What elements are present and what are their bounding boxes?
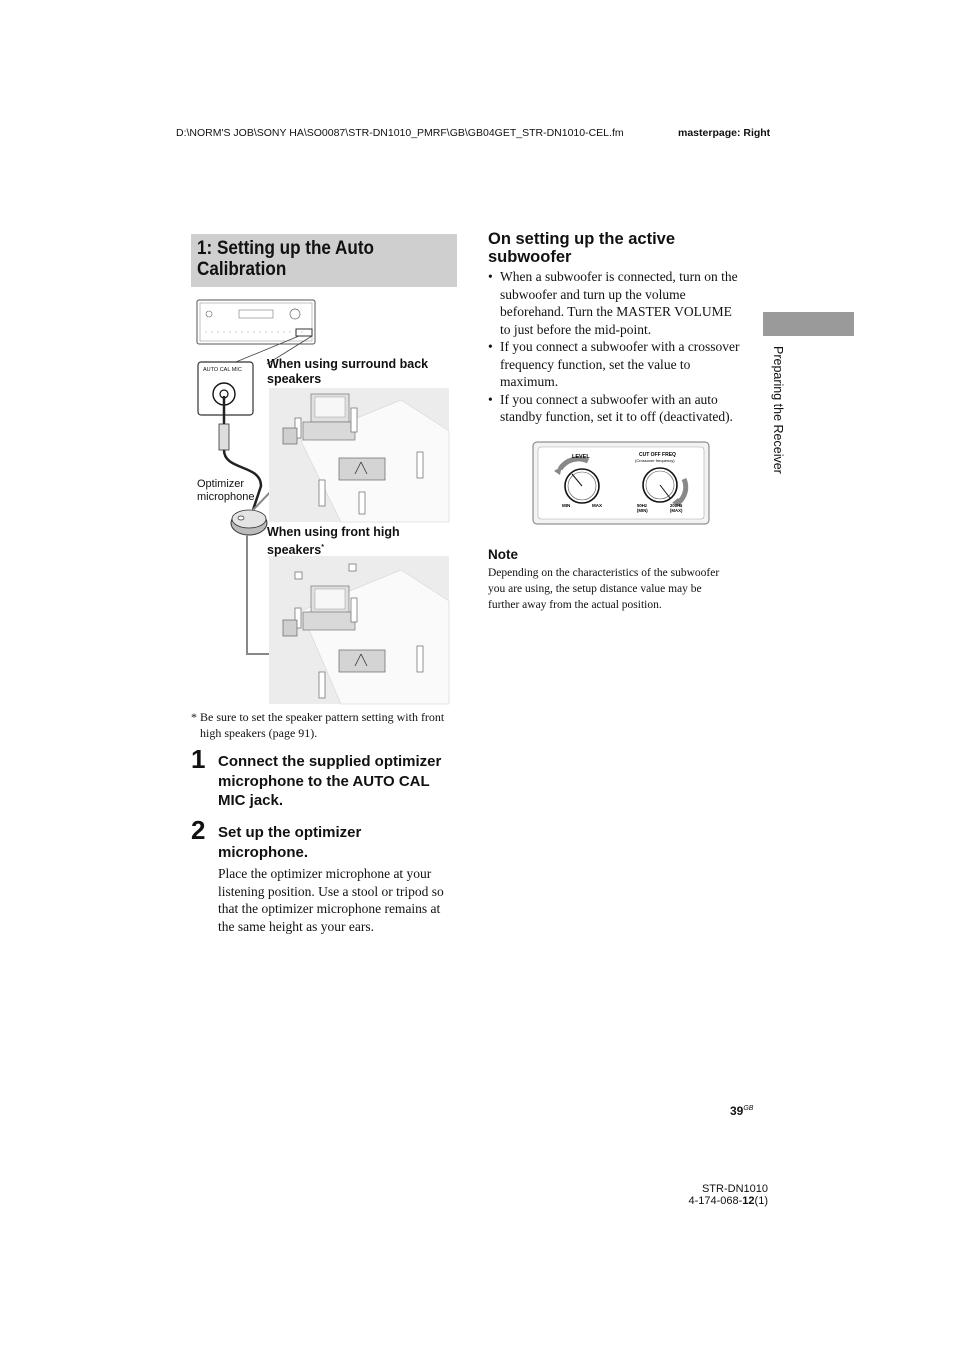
step-2-line1: Set up the optimizer bbox=[218, 824, 362, 841]
caption-surround-line1: When using surround back bbox=[267, 357, 429, 371]
model-code bbox=[650, 1183, 768, 1207]
bullet-mark: • bbox=[488, 269, 493, 284]
model-name: STR-DN1010 bbox=[701, 1183, 768, 1195]
footnote-line1: * Be sure to set the speaker pattern setting with front bbox=[191, 710, 445, 724]
bullet-mark: • bbox=[488, 339, 493, 354]
chapter-tab-text: Preparing the Receiver bbox=[771, 346, 785, 474]
page-number-suffix: GB bbox=[743, 1105, 754, 1112]
bullet-mark: • bbox=[488, 391, 493, 407]
level-label: LEVEL bbox=[572, 454, 590, 460]
caption-surround-back bbox=[267, 357, 457, 387]
cutoff-label: CUT OFF FREQ bbox=[639, 452, 676, 458]
caption-front-line1: When using front high bbox=[267, 525, 400, 539]
step-2-body bbox=[218, 865, 468, 935]
file-path-header: D:\NORM'S JOB\SONY HA\SO0087\STR-DN1010_PMRF\GB\GB04GET_STR-DN1010-CEL.fm bbox=[176, 127, 624, 139]
freq-max-2: (MAX) bbox=[670, 508, 683, 513]
chapter-tab-label bbox=[763, 346, 793, 516]
step-1-line3: MIC jack. bbox=[218, 792, 284, 809]
note-heading: Note bbox=[488, 547, 518, 562]
bullet-1-line4: to just before the mid-point. bbox=[500, 321, 652, 337]
section-title bbox=[191, 234, 457, 287]
auto-cal-mic-jack bbox=[198, 362, 253, 415]
bullet-2-line2: frequency function, set the value to bbox=[500, 356, 691, 372]
room-front-high-illustration bbox=[269, 556, 449, 704]
optimizer-microphone bbox=[231, 510, 267, 535]
mic-label-line1: Optimizer bbox=[197, 478, 245, 490]
freq-min-1: 50Hz bbox=[637, 503, 648, 508]
min-label: MIN bbox=[562, 503, 571, 508]
step-2-body-line2: listening position. Use a stool or tripod so bbox=[218, 883, 444, 899]
step-2-body-line1: Place the optimizer microphone at your bbox=[218, 866, 432, 881]
step-2-body-line4: the same height as your ears. bbox=[218, 918, 374, 934]
freq-max-1: 200Hz bbox=[670, 503, 683, 508]
bullet-1-line3: beforehand. Turn the MASTER VOLUME bbox=[500, 304, 732, 319]
bullet-2-line3: maximum. bbox=[500, 374, 559, 389]
list-item bbox=[488, 268, 756, 338]
step-1-number: 1 bbox=[191, 744, 206, 774]
note-line2: you are using, the setup distance value may be bbox=[488, 583, 702, 595]
code-bold: 12 bbox=[742, 1195, 755, 1207]
subwoofer-heading-line1: On setting up the active bbox=[488, 230, 676, 248]
footnote bbox=[191, 709, 461, 741]
bullet-2-line1: If you connect a subwoofer with a crossover bbox=[500, 339, 740, 354]
bullet-3-line1: If you connect a subwoofer with an auto bbox=[500, 391, 718, 407]
caption-front-line2: speakers bbox=[267, 543, 322, 558]
masterpage-label: masterpage: Right bbox=[678, 127, 771, 139]
page-number bbox=[730, 1104, 753, 1118]
footnote-line2: high speakers (page 91). bbox=[200, 726, 318, 740]
subwoofer-bullet-list bbox=[488, 268, 756, 426]
freq-min-2: (MIN) bbox=[637, 508, 648, 513]
bullet-1-line2: subwoofer and turn up the volume bbox=[500, 286, 686, 302]
caption-surround-line2: speakers bbox=[267, 372, 322, 386]
max-label: MAX bbox=[592, 503, 602, 508]
step-1-line2: microphone to the AUTO CAL bbox=[218, 772, 430, 790]
step-2-line2: microphone. bbox=[218, 843, 309, 861]
step-2-number: 2 bbox=[191, 815, 206, 845]
caption-front-mark: * bbox=[321, 544, 324, 551]
room-surround-back-illustration bbox=[269, 388, 449, 522]
subwoofer-heading-line2: subwoofer bbox=[488, 248, 572, 266]
list-item bbox=[488, 391, 756, 426]
mic-label-line2: microphone bbox=[197, 491, 255, 503]
step-2-body-line3: that the optimizer microphone remains at bbox=[218, 901, 441, 916]
subwoofer-heading bbox=[488, 230, 758, 266]
bullet-3-line2: standby function, set it to off (deactivated). bbox=[500, 409, 733, 424]
section-title-line2: Calibration bbox=[197, 259, 287, 280]
note-line3: further away from the actual position. bbox=[488, 599, 662, 611]
step-2-heading bbox=[218, 823, 468, 862]
bullet-1-line1: When a subwoofer is connected, turn on the bbox=[500, 269, 738, 284]
subwoofer-panel-illustration bbox=[532, 441, 710, 525]
code-suffix: (1) bbox=[754, 1195, 768, 1207]
step-1-line1: Connect the supplied optimizer bbox=[218, 753, 442, 770]
section-title-line1: 1: Setting up the Auto bbox=[197, 238, 375, 259]
chapter-tab-bar bbox=[763, 312, 854, 336]
caption-front-high bbox=[267, 525, 457, 558]
note-line1: Depending on the characteristics of the subwoofer bbox=[488, 567, 720, 579]
code-prefix: 4-174-068- bbox=[688, 1195, 743, 1207]
step-1-heading bbox=[218, 752, 468, 811]
page-number-value: 39 bbox=[730, 1104, 744, 1118]
list-item bbox=[488, 338, 756, 391]
receiver-illustration bbox=[197, 300, 315, 344]
note-text bbox=[488, 565, 753, 613]
cutoff-sub-label: (Crossover frequency) bbox=[635, 458, 675, 463]
jack-label: AUTO CAL MIC bbox=[203, 367, 242, 373]
